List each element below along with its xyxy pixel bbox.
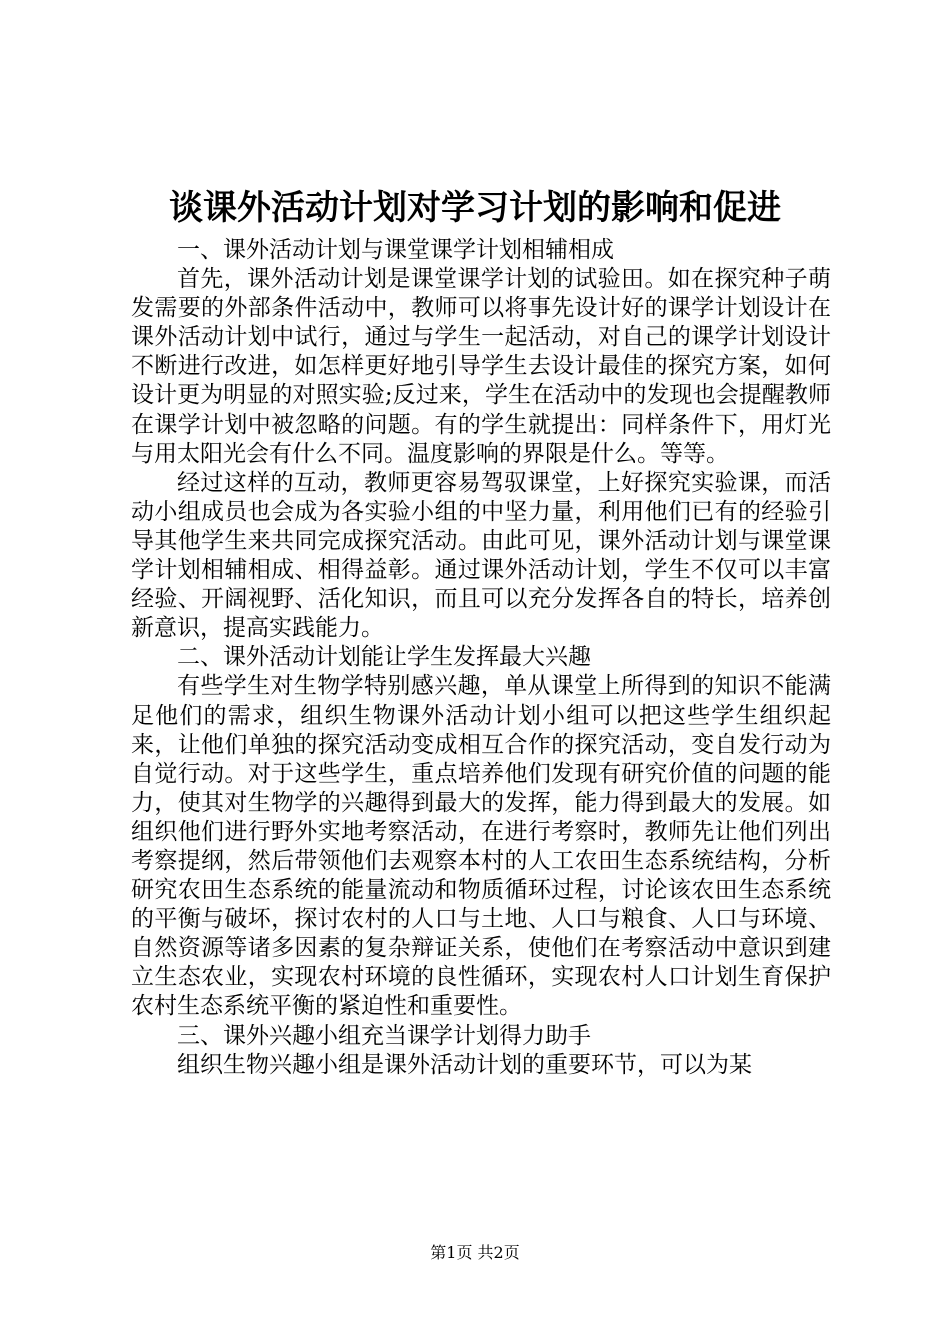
document-body xyxy=(131,236,831,1080)
section-1-paragraph-2: 经过这样的互动，教师更容易驾驭课堂，上好探究实验课，而活动小组成员也会成为各实验小组的中坚力量，利用他们已有的经验引导其他学生来共同完成探究活动。由此可见，课外活动计划与课堂课学计划相辅相成、相得益彰。通过课外活动计划，学生不仅可以丰富经验、开阔视野、活化知识，而且可以充分发挥各自的特长，培养创新意识，提高实践能力。 xyxy=(131,469,831,642)
section-3-heading: 三、课外兴趣小组充当课学计划得力助手 xyxy=(177,1022,591,1049)
section-2-heading: 二、课外活动计划能让学生发挥最大兴趣 xyxy=(177,644,591,671)
section-3-paragraph-1: 组织生物兴趣小组是课外活动计划的重要环节，可以为某 xyxy=(177,1051,752,1078)
section-1-heading: 一、课外活动计划与课堂课学计划相辅相成 xyxy=(177,237,614,263)
section-1-paragraph-1: 首先，课外活动计划是课堂课学计划的试验田。如在探究种子萌发需要的外部条件活动中，教师可以将事先设计好的课学计划设计在课外活动计划中试行，通过与学生一起活动，对自己的课学计划设计不断进行改进，如怎样更好地引导学生去设计最佳的探究方案，如何设计更为明显的对照实验;反过来，学生在活动中的发现也会提醒教师在课学计划中被忽略的问题。有的学生就提出：同样条件下，用灯光与用太阳光会有什么不同。温度影响的界限是什么。等等。 xyxy=(131,266,831,467)
document-title: 谈课外活动计划对学习计划的影响和促进 xyxy=(169,188,781,228)
page-footer: 第1页 共2页 xyxy=(430,1243,520,1262)
section-2-paragraph-1: 有些学生对生物学特别感兴趣，单从课堂上所得到的知识不能满足他们的需求，组织生物课外活动计划小组可以把这些学生组织起来，让他们单独的探究活动变成相互合作的探究活动，变自发行动为自觉行动。对于这些学生，重点培养他们发现有研究价值的问题的能力，使其对生物学的兴趣得到最大的发挥，能力得到最大的发展。如组织他们进行野外实地考察活动，在进行考察时，教师先让他们列出考察提纲，然后带领他们去观察本村的人工农田生态系统结构，分析研究农田生态系统的能量流动和物质循环过程，讨论该农田生态系统的平衡与破坏，探讨农村的人口与土地、人口与粮食、人口与环境、自然资源等诸多因素的复杂辩证关系，使他们在考察活动中意识到建立生态农业，实现农村环境的良性循环，实现农村人口计划生育保护农村生态系统平衡的紧迫性和重要性。 xyxy=(131,673,831,1020)
